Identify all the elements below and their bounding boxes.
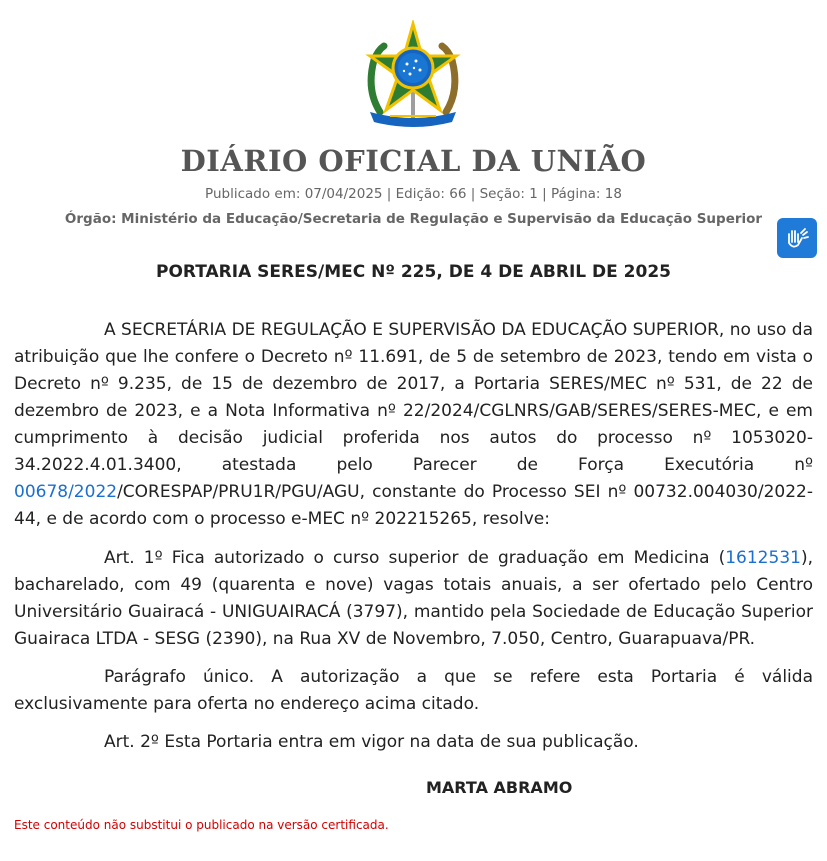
portaria-heading: PORTARIA SERES/MEC Nº 225, DE 4 DE ABRIL DE 2025 bbox=[156, 262, 671, 282]
article-1-text-1: Art. 1º Fica autorizado o curso superior de graduação em Medicina ( bbox=[104, 548, 726, 568]
paragrafo-unico: Parágrafo único. A autorização a que se refere esta Portaria é válida exclusivamente para oferta no endereço acima citado. bbox=[14, 667, 813, 714]
preamble-text-2: /CORESPAP/PRU1R/PGU/AGU, constante do Processo SEI nº 00732.004030/2022-44, e de acordo com o processo e-MEC nº 202215265, resolve: bbox=[14, 482, 813, 529]
accessibility-button[interactable] bbox=[777, 218, 817, 258]
preamble-text-1: A SECRETÁRIA DE REGULAÇÃO E SUPERVISÃO DA EDUCAÇÃO SUPERIOR, no uso da atribuição que lhe confere o Decreto nº 11.691, de 5 de setembro de 2023, tendo em vista o Decreto nº 9.235, de 15 de dezembro de 2017, a Portaria SERES/MEC nº 531, de 22 de dezembro de 2023, e a Nota Informativa nº 22/2024/CGLNRS/GAB/SERES/SERES-MEC, e em cumprimento à decisão judicial proferida nos autos do processo nº 1053020-34.2022.4.01.3400, atestada pelo Parecer de Força Executória nº bbox=[14, 320, 813, 475]
orgao-info: Órgão: Ministério da Educação/Secretaria de Regulação e Supervisão da Educação Superior bbox=[64, 211, 763, 227]
article-1-paragraph bbox=[14, 545, 813, 653]
sign-language-hands-icon bbox=[784, 225, 810, 251]
parecer-link[interactable]: 00678/2022 bbox=[14, 482, 118, 502]
course-code-link[interactable]: 1612531 bbox=[725, 548, 801, 568]
preamble-paragraph bbox=[14, 317, 813, 533]
article-2-paragraph: Art. 2º Esta Portaria entra em vigor na data de sua publicação. bbox=[104, 732, 639, 752]
newspaper-title: DIÁRIO OFICIAL DA UNIÃO bbox=[180, 144, 647, 178]
article-1-text-2: ), bacharelado, com 49 (quarenta e nove) vagas totais anuais, a ser ofertado pelo Centro Universitário Guairacá - UNIGUAIRACÁ (3797), mantido pela Sociedade de Educação Superior Guairaca LTDA - SESG (2390), na Rua XV de Novembro, 7.050, Centro, Guarapuava/PR. bbox=[14, 548, 813, 649]
disclaimer-text: Este conteúdo não substitui o publicado na versão certificada. bbox=[14, 818, 389, 832]
signature-name: MARTA ABRAMO bbox=[426, 778, 573, 797]
document-body bbox=[14, 317, 813, 756]
publication-info: Publicado em: 07/04/2025 | Edição: 66 | Seção: 1 | Página: 18 bbox=[205, 186, 622, 202]
brazil-coat-of-arms-icon bbox=[360, 20, 466, 128]
